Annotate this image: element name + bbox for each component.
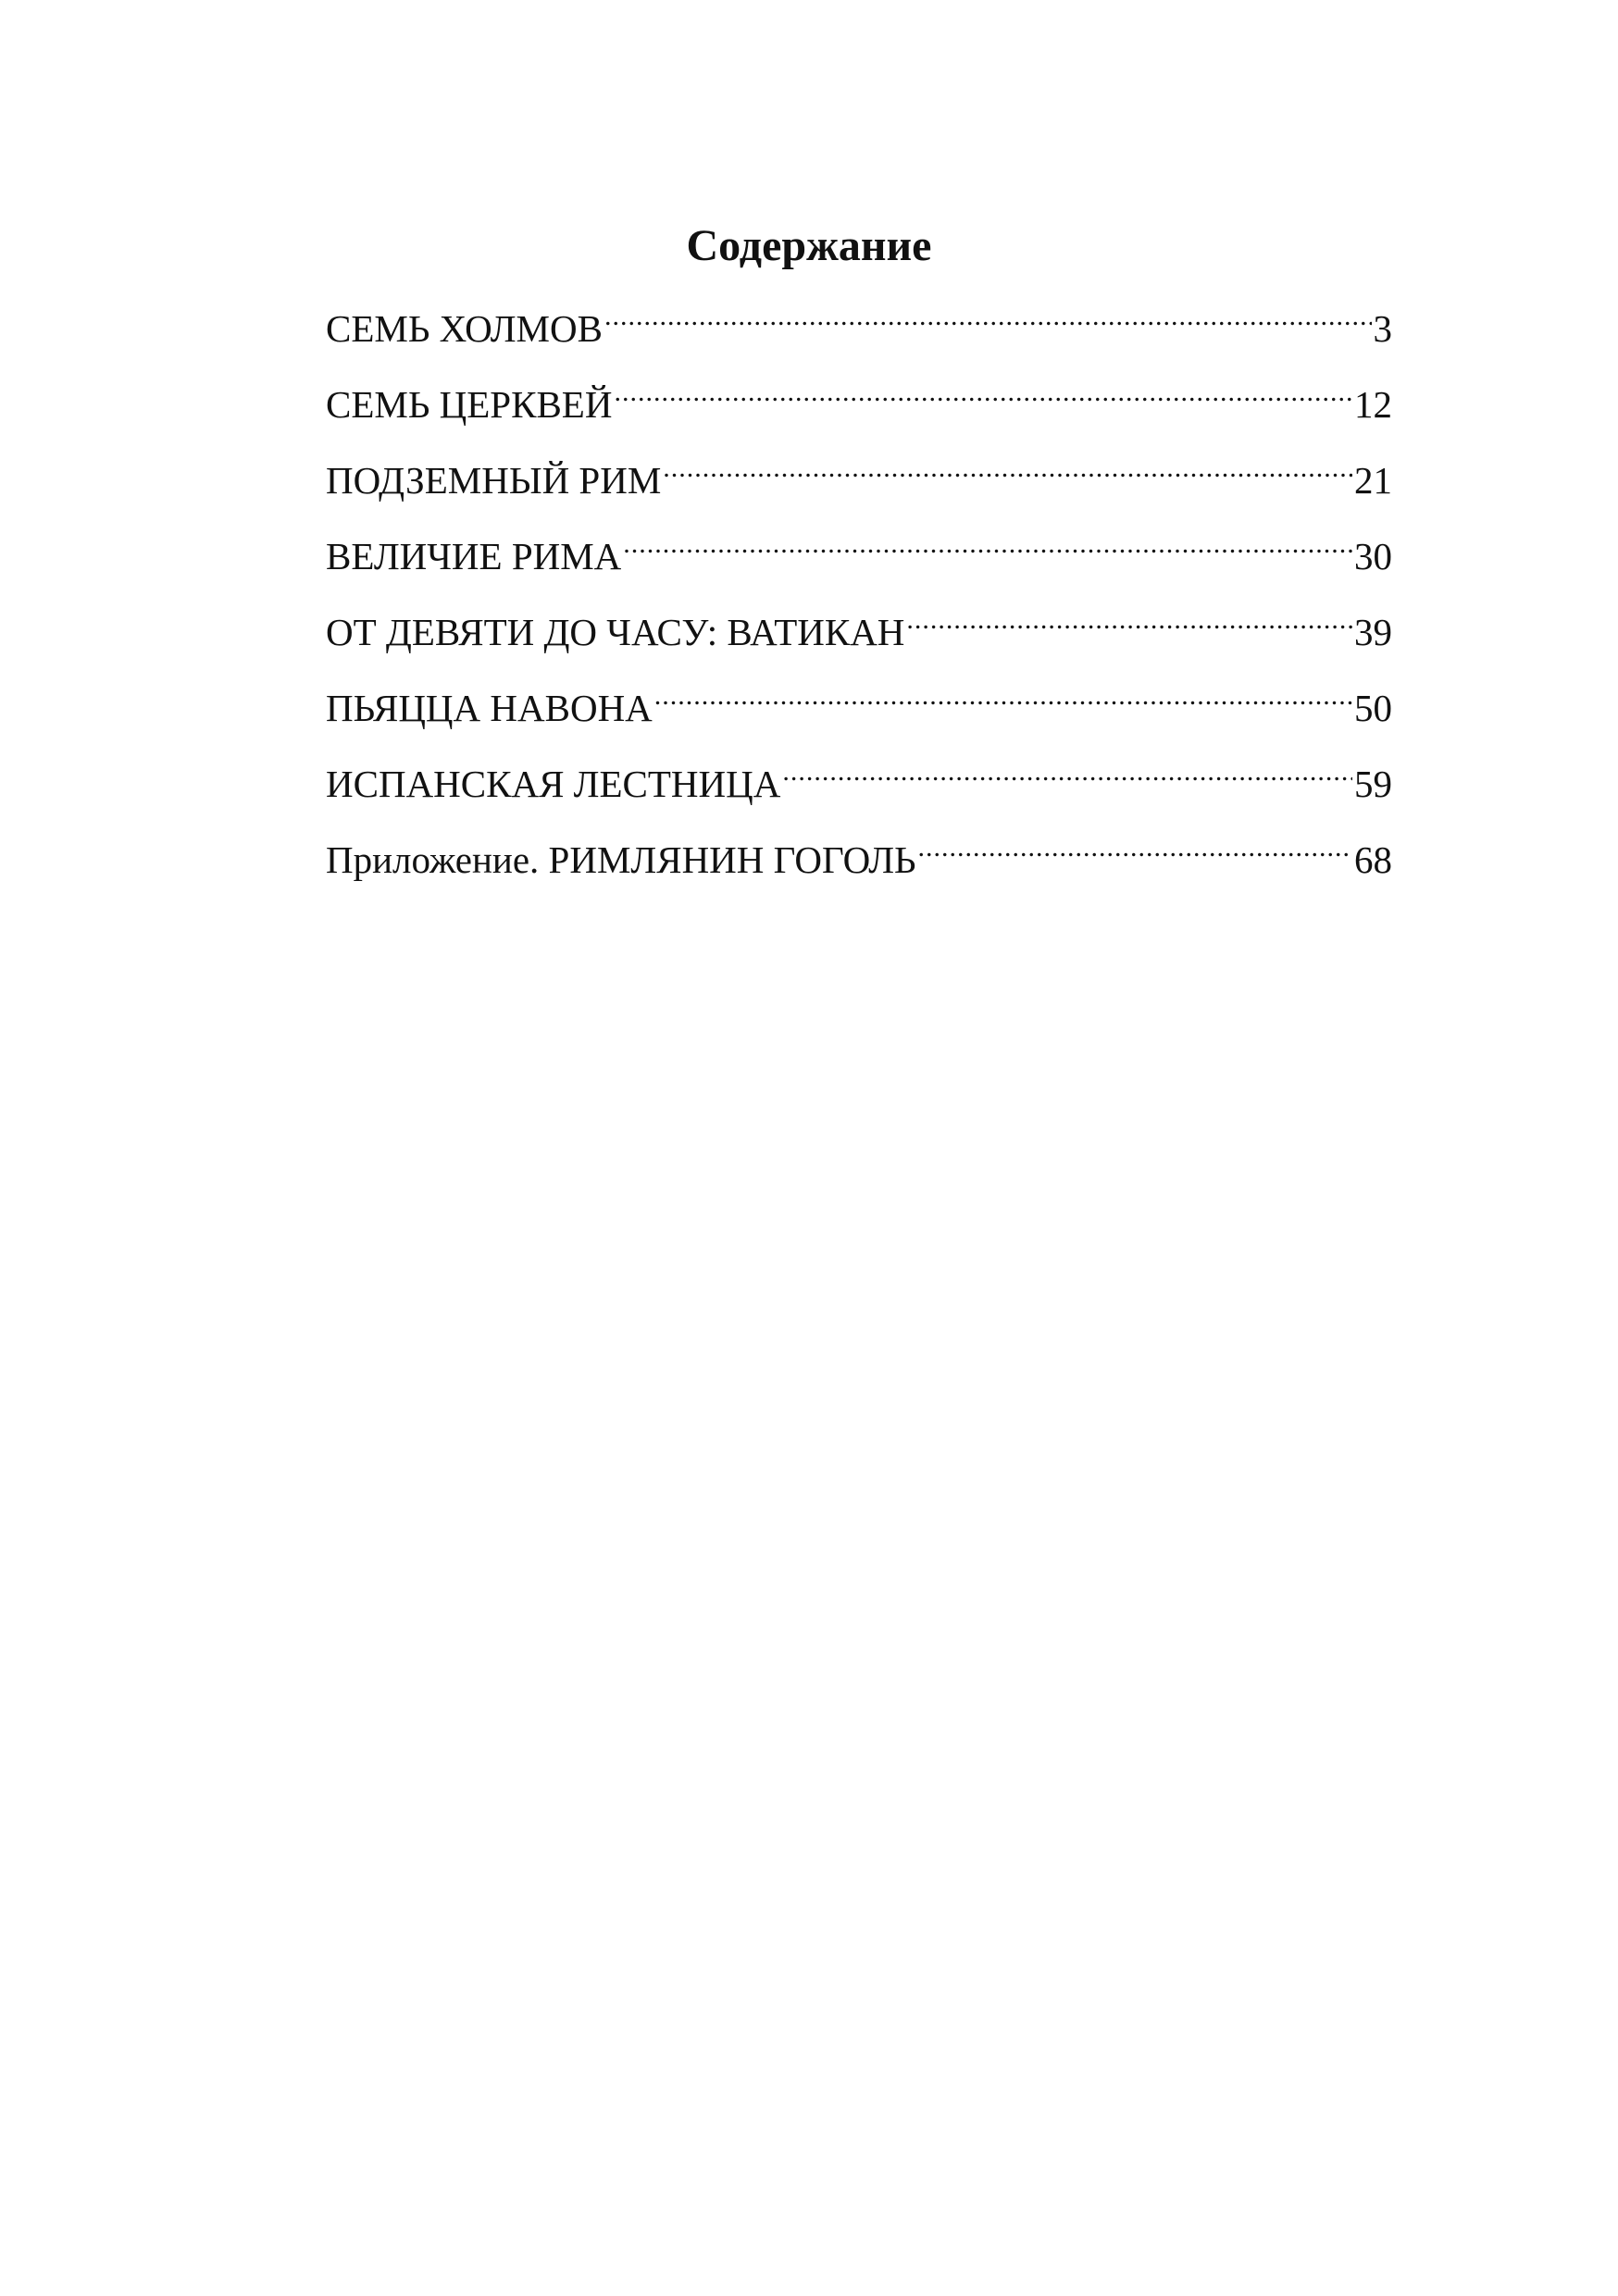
toc-entry-page: 50 [1354, 687, 1392, 729]
toc-entry-label: ИСПАНСКАЯ ЛЕСТНИЦА [326, 763, 781, 805]
toc-entry[interactable] [326, 524, 1392, 600]
toc-entry-page: 30 [1354, 535, 1392, 577]
toc-dot-leader [918, 836, 1352, 873]
toc-entry-label: СЕМЬ ХОЛМОВ [326, 307, 603, 350]
toc-entry[interactable] [326, 827, 1392, 903]
toc-entry[interactable] [326, 676, 1392, 751]
toc-title: Содержание [686, 221, 932, 270]
toc-entry-label: ВЕЛИЧИЕ РИМА [326, 535, 622, 577]
toc-entry-label: Приложение. РИМЛЯНИН ГОГОЛЬ [326, 838, 916, 881]
toc-entry-page: 3 [1373, 307, 1392, 350]
toc-dot-leader [906, 608, 1352, 645]
toc-dot-leader [663, 456, 1352, 493]
toc-entry-label: СЕМЬ ЦЕРКВЕЙ [326, 383, 613, 426]
toc-entry[interactable] [326, 751, 1392, 827]
toc-entry-label: ПОДЗЕМНЫЙ РИМ [326, 459, 662, 502]
toc-dot-leader [623, 532, 1352, 569]
toc-entry[interactable] [326, 600, 1392, 676]
toc-list [326, 296, 1392, 903]
toc-entry[interactable] [326, 372, 1392, 448]
toc-entry-page: 59 [1354, 763, 1392, 805]
toc-entry[interactable] [326, 448, 1392, 524]
toc-entry-page: 68 [1354, 838, 1392, 881]
toc-dot-leader [614, 380, 1352, 417]
toc-entry-page: 21 [1354, 459, 1392, 502]
toc-entry[interactable] [326, 296, 1392, 372]
toc-dot-leader [782, 760, 1352, 797]
toc-dot-leader [604, 304, 1372, 341]
toc-entry-page: 12 [1354, 383, 1392, 426]
toc-entry-page: 39 [1354, 611, 1392, 653]
toc-entry-label: ОТ ДЕВЯТИ ДО ЧАСУ: ВАТИКАН [326, 611, 905, 653]
toc-dot-leader [654, 684, 1352, 721]
toc-entry-label: ПЬЯЦЦА НАВОНА [326, 687, 653, 729]
